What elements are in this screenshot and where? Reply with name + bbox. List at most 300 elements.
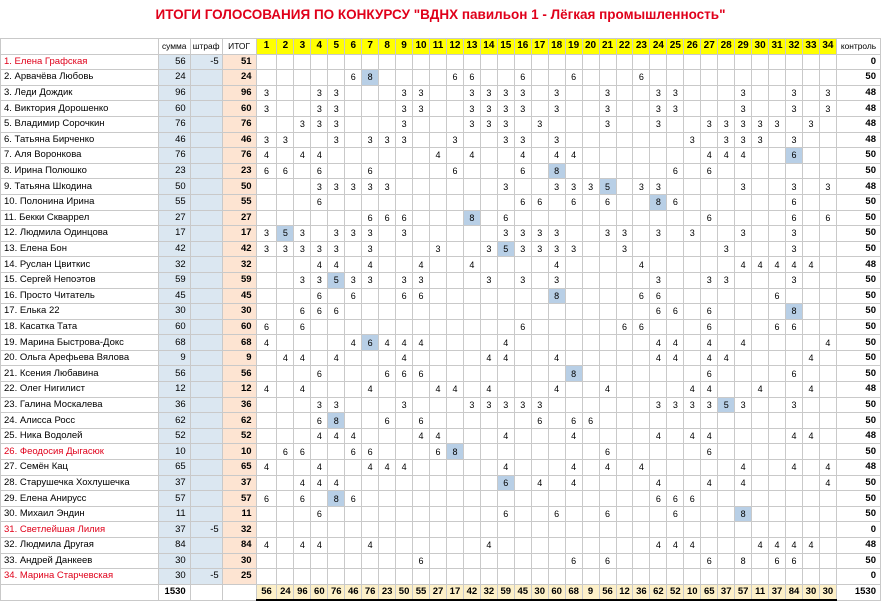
vote-cell[interactable]: 6: [769, 288, 786, 304]
vote-cell[interactable]: [379, 70, 396, 86]
vote-cell[interactable]: [819, 553, 836, 569]
vote-cell[interactable]: 6: [786, 210, 803, 226]
vote-cell[interactable]: 8: [735, 553, 752, 569]
vote-cell[interactable]: 3: [650, 397, 667, 413]
vote-cell[interactable]: 3: [735, 85, 752, 101]
total-cell[interactable]: 23: [222, 163, 256, 179]
total-cell[interactable]: 68: [222, 335, 256, 351]
fine-cell[interactable]: [190, 70, 222, 86]
vote-cell[interactable]: [277, 538, 294, 554]
vote-cell[interactable]: [345, 132, 362, 148]
control-cell[interactable]: 50: [836, 304, 880, 320]
vote-cell[interactable]: [446, 85, 463, 101]
judge-total-11[interactable]: 27: [430, 584, 447, 600]
vote-cell[interactable]: [599, 335, 616, 351]
vote-cell[interactable]: [599, 397, 616, 413]
sum-cell[interactable]: 65: [158, 460, 190, 476]
vote-cell[interactable]: [599, 413, 616, 429]
vote-cell[interactable]: [752, 506, 769, 522]
vote-cell[interactable]: [616, 491, 633, 507]
vote-cell[interactable]: 6: [413, 413, 430, 429]
vote-cell[interactable]: [531, 257, 548, 273]
vote-cell[interactable]: [616, 288, 633, 304]
vote-cell[interactable]: [514, 428, 531, 444]
vote-cell[interactable]: [718, 382, 735, 398]
vote-cell[interactable]: [582, 132, 599, 148]
vote-cell[interactable]: [752, 194, 769, 210]
vote-cell[interactable]: [582, 335, 599, 351]
vote-cell[interactable]: 4: [769, 538, 786, 554]
vote-cell[interactable]: 4: [256, 335, 277, 351]
vote-cell[interactable]: [769, 569, 786, 585]
vote-cell[interactable]: 6: [311, 194, 328, 210]
vote-cell[interactable]: 6: [514, 319, 531, 335]
vote-cell[interactable]: 6: [701, 319, 718, 335]
participant-name[interactable]: 16. Просто Читатель: [1, 288, 159, 304]
vote-cell[interactable]: [769, 506, 786, 522]
vote-cell[interactable]: [548, 460, 565, 476]
vote-cell[interactable]: [752, 397, 769, 413]
vote-cell[interactable]: [667, 132, 684, 148]
fine-cell[interactable]: [190, 475, 222, 491]
vote-cell[interactable]: [616, 413, 633, 429]
vote-cell[interactable]: 4: [819, 335, 836, 351]
vote-cell[interactable]: [379, 444, 396, 460]
vote-cell[interactable]: 3: [582, 179, 599, 195]
vote-cell[interactable]: [684, 413, 701, 429]
vote-cell[interactable]: 4: [735, 257, 752, 273]
vote-cell[interactable]: 3: [786, 179, 803, 195]
vote-cell[interactable]: [345, 475, 362, 491]
vote-cell[interactable]: [667, 319, 684, 335]
vote-cell[interactable]: [582, 257, 599, 273]
vote-cell[interactable]: 4: [362, 382, 379, 398]
vote-cell[interactable]: [650, 522, 667, 538]
vote-cell[interactable]: [701, 506, 718, 522]
vote-cell[interactable]: [430, 522, 447, 538]
vote-cell[interactable]: [446, 241, 463, 257]
vote-cell[interactable]: 3: [497, 101, 514, 117]
vote-cell[interactable]: [497, 70, 514, 86]
fine-cell[interactable]: [190, 319, 222, 335]
vote-cell[interactable]: [294, 54, 311, 70]
vote-cell[interactable]: [819, 304, 836, 320]
vote-cell[interactable]: [379, 194, 396, 210]
vote-cell[interactable]: [616, 538, 633, 554]
vote-cell[interactable]: [277, 382, 294, 398]
sum-cell[interactable]: 57: [158, 491, 190, 507]
vote-cell[interactable]: [819, 382, 836, 398]
total-cell[interactable]: 52: [222, 428, 256, 444]
control-cell[interactable]: 48: [836, 257, 880, 273]
vote-cell[interactable]: [294, 70, 311, 86]
vote-cell[interactable]: 4: [752, 538, 769, 554]
control-cell[interactable]: 50: [836, 241, 880, 257]
vote-cell[interactable]: [277, 553, 294, 569]
vote-cell[interactable]: [802, 475, 819, 491]
sum-cell[interactable]: 27: [158, 210, 190, 226]
fine-cell[interactable]: [190, 116, 222, 132]
vote-cell[interactable]: [396, 148, 413, 164]
vote-cell[interactable]: 6: [633, 319, 650, 335]
vote-cell[interactable]: 4: [379, 460, 396, 476]
sum-cell[interactable]: 9: [158, 350, 190, 366]
vote-cell[interactable]: [396, 54, 413, 70]
vote-cell[interactable]: [311, 226, 328, 242]
vote-cell[interactable]: 3: [718, 272, 735, 288]
control-cell[interactable]: 50: [836, 475, 880, 491]
sum-cell[interactable]: 46: [158, 132, 190, 148]
vote-cell[interactable]: [463, 350, 480, 366]
vote-cell[interactable]: 4: [497, 428, 514, 444]
judge-total-23[interactable]: 36: [633, 584, 650, 600]
vote-cell[interactable]: [362, 288, 379, 304]
vote-cell[interactable]: [256, 194, 277, 210]
control-cell[interactable]: 48: [836, 116, 880, 132]
vote-cell[interactable]: 4: [802, 257, 819, 273]
vote-cell[interactable]: [531, 350, 548, 366]
vote-cell[interactable]: [582, 288, 599, 304]
total-cell[interactable]: 27: [222, 210, 256, 226]
vote-cell[interactable]: [277, 522, 294, 538]
vote-cell[interactable]: [294, 428, 311, 444]
vote-cell[interactable]: [599, 132, 616, 148]
vote-cell[interactable]: [684, 194, 701, 210]
vote-cell[interactable]: 3: [413, 85, 430, 101]
vote-cell[interactable]: [497, 304, 514, 320]
vote-cell[interactable]: [413, 304, 430, 320]
vote-cell[interactable]: 3: [396, 132, 413, 148]
vote-cell[interactable]: 3: [548, 132, 565, 148]
vote-cell[interactable]: [819, 428, 836, 444]
vote-cell[interactable]: 3: [256, 226, 277, 242]
vote-cell[interactable]: 3: [531, 241, 548, 257]
vote-cell[interactable]: [531, 538, 548, 554]
vote-cell[interactable]: [294, 210, 311, 226]
vote-cell[interactable]: [379, 116, 396, 132]
vote-cell[interactable]: [786, 522, 803, 538]
vote-cell[interactable]: [667, 179, 684, 195]
vote-cell[interactable]: [294, 366, 311, 382]
vote-cell[interactable]: 4: [328, 475, 345, 491]
vote-cell[interactable]: [413, 319, 430, 335]
vote-cell[interactable]: 3: [311, 272, 328, 288]
vote-cell[interactable]: [430, 70, 447, 86]
vote-cell[interactable]: [514, 553, 531, 569]
vote-cell[interactable]: [582, 54, 599, 70]
vote-cell[interactable]: [345, 54, 362, 70]
total-cell[interactable]: 60: [222, 319, 256, 335]
vote-cell[interactable]: [735, 522, 752, 538]
vote-cell[interactable]: [396, 506, 413, 522]
vote-cell[interactable]: [328, 506, 345, 522]
vote-cell[interactable]: [277, 304, 294, 320]
vote-cell[interactable]: 4: [565, 475, 582, 491]
vote-cell[interactable]: [430, 397, 447, 413]
vote-cell[interactable]: 6: [497, 506, 514, 522]
vote-cell[interactable]: [633, 366, 650, 382]
sum-cell[interactable]: 52: [158, 428, 190, 444]
control-cell[interactable]: 50: [836, 163, 880, 179]
vote-cell[interactable]: [446, 366, 463, 382]
vote-cell[interactable]: [616, 428, 633, 444]
vote-cell[interactable]: [769, 350, 786, 366]
vote-cell[interactable]: [345, 85, 362, 101]
vote-cell[interactable]: [718, 475, 735, 491]
sum-cell[interactable]: 68: [158, 335, 190, 351]
vote-cell[interactable]: [480, 54, 497, 70]
participant-name[interactable]: 6. Татьяна Бирченко: [1, 132, 159, 148]
vote-cell[interactable]: 3: [311, 241, 328, 257]
vote-cell[interactable]: 6: [362, 335, 379, 351]
judge-total-33[interactable]: 30: [802, 584, 819, 600]
vote-cell[interactable]: [616, 54, 633, 70]
vote-cell[interactable]: [379, 522, 396, 538]
vote-cell[interactable]: [345, 397, 362, 413]
vote-cell[interactable]: [582, 163, 599, 179]
vote-cell[interactable]: [514, 569, 531, 585]
vote-cell[interactable]: 3: [294, 241, 311, 257]
vote-cell[interactable]: 3: [531, 397, 548, 413]
vote-cell[interactable]: 3: [294, 272, 311, 288]
vote-cell[interactable]: 3: [735, 179, 752, 195]
vote-cell[interactable]: 4: [531, 475, 548, 491]
vote-cell[interactable]: [514, 491, 531, 507]
vote-cell[interactable]: 3: [786, 241, 803, 257]
vote-cell[interactable]: [277, 460, 294, 476]
vote-cell[interactable]: [396, 553, 413, 569]
fine-cell[interactable]: [190, 553, 222, 569]
vote-cell[interactable]: 3: [396, 397, 413, 413]
vote-cell[interactable]: [735, 194, 752, 210]
vote-cell[interactable]: [413, 491, 430, 507]
vote-cell[interactable]: [735, 319, 752, 335]
vote-cell[interactable]: 4: [396, 335, 413, 351]
participant-name[interactable]: 34. Марина Старчевская: [1, 569, 159, 585]
vote-cell[interactable]: 3: [548, 85, 565, 101]
vote-cell[interactable]: [769, 85, 786, 101]
vote-cell[interactable]: [616, 506, 633, 522]
vote-cell[interactable]: 6: [345, 491, 362, 507]
vote-cell[interactable]: [531, 304, 548, 320]
vote-cell[interactable]: [277, 506, 294, 522]
vote-cell[interactable]: 3: [667, 101, 684, 117]
vote-cell[interactable]: 3: [497, 179, 514, 195]
vote-cell[interactable]: [480, 163, 497, 179]
vote-cell[interactable]: [769, 163, 786, 179]
vote-cell[interactable]: [480, 460, 497, 476]
vote-cell[interactable]: [650, 257, 667, 273]
vote-cell[interactable]: [752, 475, 769, 491]
vote-cell[interactable]: [786, 506, 803, 522]
vote-cell[interactable]: [430, 226, 447, 242]
vote-cell[interactable]: [735, 163, 752, 179]
vote-cell[interactable]: [277, 179, 294, 195]
sum-cell[interactable]: 10: [158, 444, 190, 460]
vote-cell[interactable]: 3: [616, 241, 633, 257]
control-cell[interactable]: 50: [836, 553, 880, 569]
vote-cell[interactable]: [650, 54, 667, 70]
vote-cell[interactable]: [548, 397, 565, 413]
vote-cell[interactable]: [379, 226, 396, 242]
vote-cell[interactable]: [446, 553, 463, 569]
vote-cell[interactable]: [430, 366, 447, 382]
vote-cell[interactable]: [480, 132, 497, 148]
vote-cell[interactable]: [565, 226, 582, 242]
judge-total-12[interactable]: 17: [446, 584, 463, 600]
vote-cell[interactable]: [396, 241, 413, 257]
vote-cell[interactable]: 3: [311, 101, 328, 117]
vote-cell[interactable]: 3: [599, 116, 616, 132]
vote-cell[interactable]: [430, 538, 447, 554]
participant-name[interactable]: 8. Ирина Полюшко: [1, 163, 159, 179]
vote-cell[interactable]: 6: [277, 163, 294, 179]
vote-cell[interactable]: [362, 522, 379, 538]
vote-cell[interactable]: [802, 148, 819, 164]
participant-name[interactable]: 19. Марина Быстрова-Докс: [1, 335, 159, 351]
vote-cell[interactable]: [256, 54, 277, 70]
vote-cell[interactable]: 6: [565, 194, 582, 210]
vote-cell[interactable]: [497, 54, 514, 70]
vote-cell[interactable]: 8: [328, 491, 345, 507]
vote-cell[interactable]: [616, 116, 633, 132]
vote-cell[interactable]: [345, 319, 362, 335]
vote-cell[interactable]: 6: [684, 491, 701, 507]
vote-cell[interactable]: [650, 553, 667, 569]
sum-cell[interactable]: 76: [158, 148, 190, 164]
vote-cell[interactable]: 3: [463, 85, 480, 101]
vote-cell[interactable]: [396, 163, 413, 179]
vote-cell[interactable]: [277, 257, 294, 273]
vote-cell[interactable]: [701, 226, 718, 242]
vote-cell[interactable]: 4: [311, 475, 328, 491]
vote-cell[interactable]: [514, 444, 531, 460]
vote-cell[interactable]: [514, 506, 531, 522]
vote-cell[interactable]: 4: [667, 350, 684, 366]
vote-cell[interactable]: 3: [701, 272, 718, 288]
vote-cell[interactable]: [430, 506, 447, 522]
vote-cell[interactable]: [497, 319, 514, 335]
vote-cell[interactable]: 4: [514, 148, 531, 164]
vote-cell[interactable]: [548, 444, 565, 460]
vote-cell[interactable]: [616, 179, 633, 195]
vote-cell[interactable]: 3: [819, 85, 836, 101]
vote-cell[interactable]: [396, 569, 413, 585]
vote-cell[interactable]: 6: [497, 210, 514, 226]
vote-cell[interactable]: 8: [446, 444, 463, 460]
control-cell[interactable]: 48: [836, 179, 880, 195]
vote-cell[interactable]: [311, 70, 328, 86]
vote-cell[interactable]: [582, 475, 599, 491]
vote-cell[interactable]: 8: [565, 366, 582, 382]
vote-cell[interactable]: [345, 413, 362, 429]
vote-cell[interactable]: 4: [497, 335, 514, 351]
vote-cell[interactable]: [752, 226, 769, 242]
vote-cell[interactable]: [684, 335, 701, 351]
vote-cell[interactable]: 3: [548, 226, 565, 242]
vote-cell[interactable]: 4: [277, 350, 294, 366]
vote-cell[interactable]: [463, 366, 480, 382]
vote-cell[interactable]: [650, 163, 667, 179]
vote-cell[interactable]: 3: [667, 85, 684, 101]
vote-cell[interactable]: [752, 413, 769, 429]
vote-cell[interactable]: 4: [718, 148, 735, 164]
vote-cell[interactable]: 3: [701, 397, 718, 413]
vote-cell[interactable]: [413, 538, 430, 554]
vote-cell[interactable]: 6: [328, 304, 345, 320]
vote-cell[interactable]: [701, 241, 718, 257]
participant-name[interactable]: 2. Арвачёва Любовь: [1, 70, 159, 86]
vote-cell[interactable]: 4: [497, 460, 514, 476]
vote-cell[interactable]: 6: [430, 444, 447, 460]
sum-cell[interactable]: 32: [158, 257, 190, 273]
vote-cell[interactable]: 3: [362, 272, 379, 288]
vote-cell[interactable]: [752, 101, 769, 117]
vote-cell[interactable]: [531, 366, 548, 382]
vote-cell[interactable]: [718, 335, 735, 351]
vote-cell[interactable]: [565, 54, 582, 70]
sum-cell[interactable]: 56: [158, 366, 190, 382]
vote-cell[interactable]: [616, 350, 633, 366]
vote-cell[interactable]: [277, 210, 294, 226]
vote-cell[interactable]: 6: [311, 413, 328, 429]
vote-cell[interactable]: [650, 70, 667, 86]
vote-cell[interactable]: [582, 569, 599, 585]
vote-cell[interactable]: [735, 538, 752, 554]
vote-cell[interactable]: [446, 101, 463, 117]
vote-cell[interactable]: 3: [531, 226, 548, 242]
vote-cell[interactable]: [616, 382, 633, 398]
vote-cell[interactable]: [786, 163, 803, 179]
vote-cell[interactable]: [819, 194, 836, 210]
vote-cell[interactable]: [701, 413, 718, 429]
vote-cell[interactable]: [362, 116, 379, 132]
vote-cell[interactable]: [735, 70, 752, 86]
vote-cell[interactable]: 3: [345, 272, 362, 288]
participant-name[interactable]: 20. Ольга Арефьева Вялова: [1, 350, 159, 366]
vote-cell[interactable]: [650, 569, 667, 585]
vote-cell[interactable]: [548, 553, 565, 569]
vote-cell[interactable]: [802, 444, 819, 460]
vote-cell[interactable]: 6: [514, 70, 531, 86]
vote-cell[interactable]: [294, 288, 311, 304]
vote-cell[interactable]: [599, 491, 616, 507]
vote-cell[interactable]: 4: [328, 428, 345, 444]
vote-cell[interactable]: 3: [311, 85, 328, 101]
vote-cell[interactable]: 3: [328, 116, 345, 132]
vote-cell[interactable]: [446, 194, 463, 210]
vote-cell[interactable]: [294, 101, 311, 117]
vote-cell[interactable]: [413, 241, 430, 257]
vote-cell[interactable]: [769, 335, 786, 351]
sum-cell[interactable]: 11: [158, 506, 190, 522]
vote-cell[interactable]: [463, 553, 480, 569]
judge-total-28[interactable]: 37: [718, 584, 735, 600]
vote-cell[interactable]: [582, 506, 599, 522]
total-cell[interactable]: 32: [222, 257, 256, 273]
vote-cell[interactable]: [256, 116, 277, 132]
vote-cell[interactable]: 3: [256, 241, 277, 257]
vote-cell[interactable]: [819, 132, 836, 148]
fine-cell[interactable]: [190, 132, 222, 148]
vote-cell[interactable]: 3: [786, 101, 803, 117]
vote-cell[interactable]: 6: [396, 288, 413, 304]
vote-cell[interactable]: [413, 148, 430, 164]
vote-cell[interactable]: 3: [396, 101, 413, 117]
control-cell[interactable]: 0: [836, 569, 880, 585]
vote-cell[interactable]: [413, 350, 430, 366]
vote-cell[interactable]: 6: [650, 304, 667, 320]
